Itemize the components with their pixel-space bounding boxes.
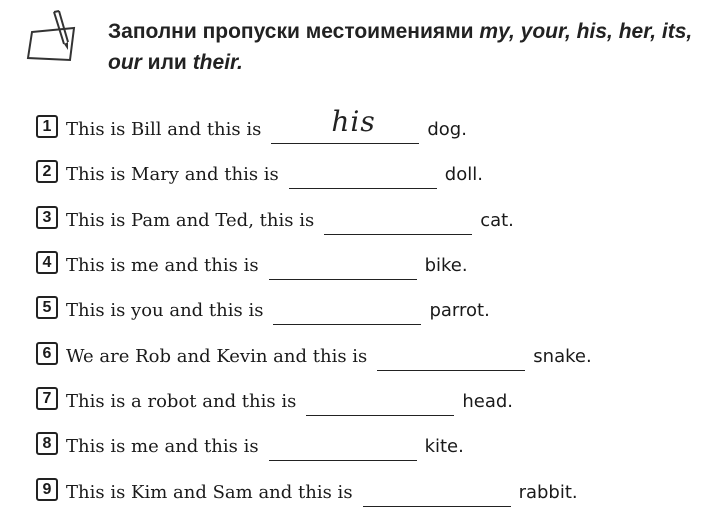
item-tail: bike. (424, 255, 468, 276)
item-number: 5 (36, 296, 58, 319)
item-tail: kite. (424, 436, 464, 457)
answer-blank[interactable] (273, 298, 421, 325)
instruction-text: Заполни пропуски местоимениями (108, 20, 474, 43)
answer-blank[interactable] (269, 434, 417, 461)
item-sentence: This is me and this is (66, 255, 259, 276)
exercise-item-6 (36, 341, 592, 367)
item-sentence: We are Rob and Kevin and this is (66, 346, 368, 367)
item-number: 1 (36, 115, 58, 138)
answer-blank[interactable] (269, 253, 417, 280)
exercise-item-5 (36, 295, 490, 321)
item-number: 2 (36, 160, 58, 183)
exercise-item-9 (36, 477, 578, 503)
exercise-item-7 (36, 386, 513, 412)
item-sentence: This is Kim and Sam and this is (66, 482, 353, 503)
instruction-heading (108, 16, 698, 78)
pencil-writing-icon (24, 10, 82, 64)
exercise-item-1 (36, 105, 467, 140)
answer-blank[interactable] (306, 389, 454, 416)
answer-blank[interactable] (289, 162, 437, 189)
answer-blank[interactable] (363, 480, 511, 507)
or-word: или (147, 51, 187, 74)
exercise-item-2 (36, 159, 483, 185)
handwritten-answer: his (331, 105, 376, 138)
item-number: 9 (36, 478, 58, 501)
item-number: 4 (36, 251, 58, 274)
item-number: 8 (36, 432, 58, 455)
item-tail: dog. (427, 119, 467, 140)
answer-blank[interactable] (377, 344, 525, 371)
pronoun-list: my, your, his, her, its, our (108, 20, 693, 74)
item-sentence: This is Mary and this is (66, 164, 279, 185)
exercise-item-8 (36, 431, 464, 457)
item-tail: parrot. (429, 300, 490, 321)
item-sentence: This is Pam and Ted, this is (66, 210, 315, 231)
answer-blank[interactable] (324, 208, 472, 235)
item-tail: cat. (480, 210, 514, 231)
item-tail: rabbit. (518, 482, 578, 503)
item-tail: snake. (533, 346, 592, 367)
exercise-item-3 (36, 205, 514, 231)
item-sentence: This is a robot and this is (66, 391, 297, 412)
item-sentence: This is me and this is (66, 436, 259, 457)
answer-blank[interactable] (271, 105, 419, 144)
item-number: 3 (36, 206, 58, 229)
item-number: 6 (36, 342, 58, 365)
item-sentence: This is you and this is (66, 300, 264, 321)
item-sentence: This is Bill and this is (66, 119, 262, 140)
item-tail: head. (462, 391, 514, 412)
exercise-item-4 (36, 250, 468, 276)
item-tail: doll. (444, 164, 483, 185)
item-number: 7 (36, 387, 58, 410)
last-pronoun: their. (192, 51, 243, 74)
